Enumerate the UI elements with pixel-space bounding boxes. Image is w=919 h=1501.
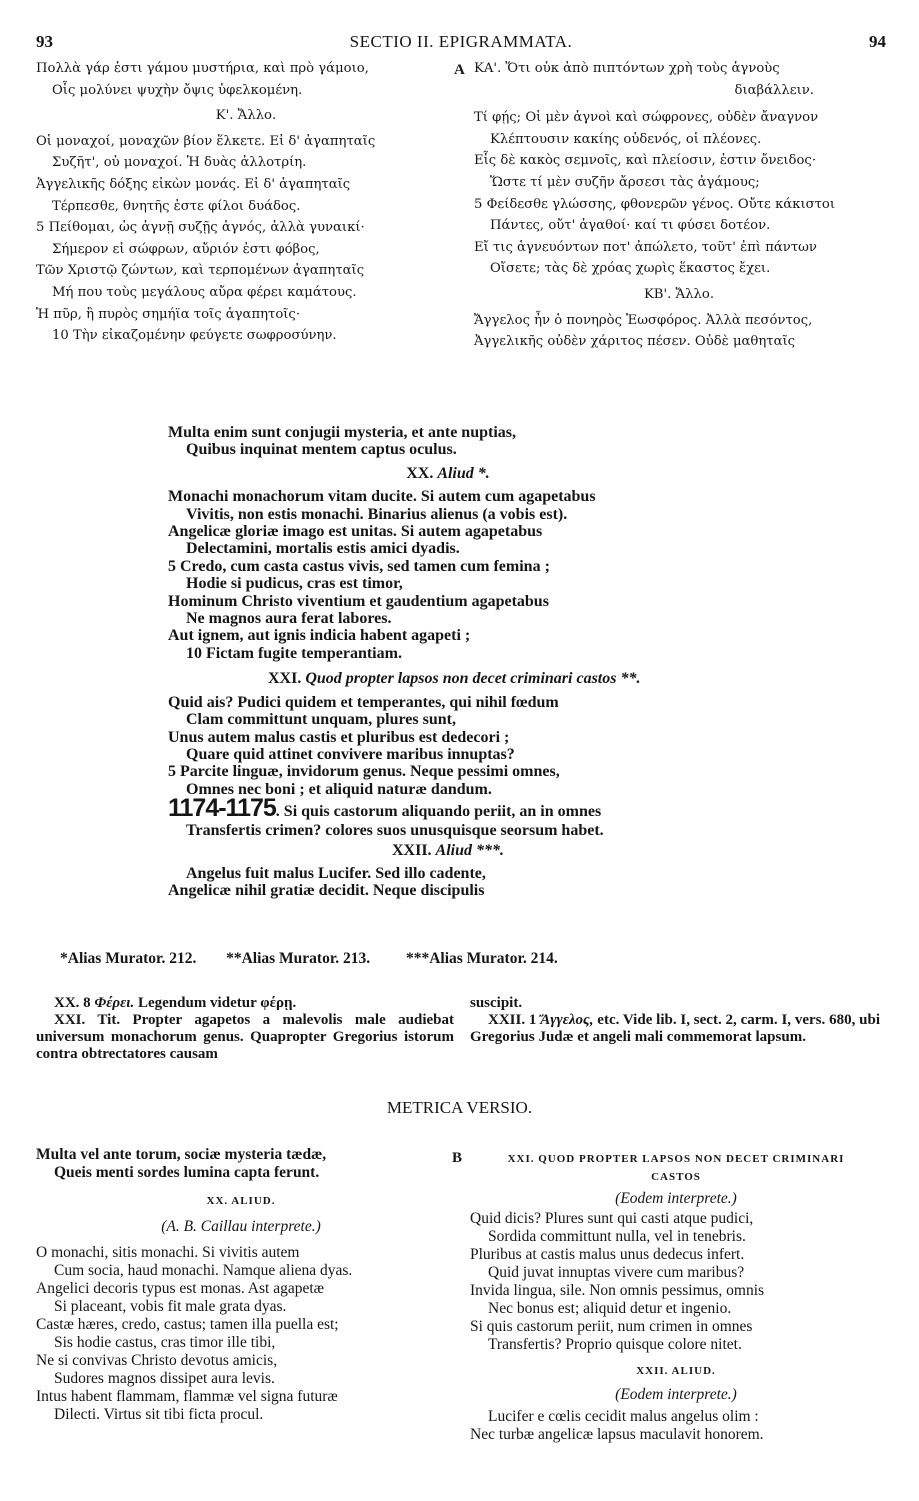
note-label: XX. 8 [54, 995, 91, 1011]
metrica-interpreter: (Eodem interprete.) [615, 1386, 737, 1403]
footnote-2: **Alias Murator. 213. [226, 950, 371, 967]
metrica-left-column [36, 1146, 446, 1424]
metrica-line: Pluribus at castis malus unus dedecus infert. [470, 1246, 745, 1263]
notes-left [36, 995, 454, 1063]
metrica-line: Nec turbæ angelicæ lapsus maculavit honorem. [470, 1426, 764, 1443]
footnote-3: ***Alias Murator. 214. [405, 950, 558, 967]
greek-verse: Ἀγγελικῆς δόξης εἰκὼν μονάς. Εἰ δ' ἀγαπηταῖς [36, 176, 351, 192]
metrica-line: Intus habent flammam, flammæ vel signa futuræ [36, 1388, 338, 1405]
greek-verse: Κλέπτουσιν κακίης οὐδενός, οἱ πλέονες. [490, 131, 762, 147]
note-label: XXII. 1 [488, 1012, 537, 1028]
note-text: Propter agapetos a malevolis male audiebat universum monachorum genus. Quapropter Gregorius istorum contra obtrectatores causam [36, 1012, 454, 1062]
metrica-interpreter: (Eodem interprete.) [615, 1190, 737, 1207]
metrica-title: METRICA VERSIO. [386, 1098, 533, 1117]
notes-right [470, 995, 880, 1046]
latin-line: Angelicæ nihil gratiæ decidit. Neque discipulis [168, 882, 485, 900]
metrica-line: Cum socia, haud monachi. Namque aliena dyas. [54, 1262, 353, 1279]
latin-heading-xx [168, 465, 878, 482]
metrica-heading-xx: XX. ALIUD. [206, 1195, 276, 1207]
margin-marker-b: B [452, 1150, 463, 1166]
running-header [36, 32, 886, 54]
metrica-line: Sudores magnos dissipet aura levis. [54, 1370, 275, 1387]
latin-line: Hodie si pudicus, cras est timor, [186, 575, 403, 593]
metrica-line: Queis menti sordes lumina capta ferunt. [54, 1164, 320, 1181]
latin-line: Aut ignem, aut ignis indicia habent agapeti ; [168, 627, 471, 645]
greek-verse: 10 Τὴν εἰκαζομένην φεύγετε σωφροσύνην. [52, 328, 337, 344]
greek-verse: Τῶν Χριστῷ ζώντων, καὶ τερπομένων ἀγαπηταῖς [36, 263, 365, 279]
metrica-line: Multa vel ante torum, sociæ mysteria tædæ, [36, 1146, 327, 1163]
metrica-line: Lucifer e cœlis cecidit malus angelus olim : [488, 1408, 759, 1425]
greek-verse: Τέρπεσθε, θνητῆς ἐστε φίλοι δυάδος. [52, 198, 301, 214]
metrica-line: Quid juvat innuptas vivere cum maribus? [488, 1264, 745, 1281]
heading-text: Aliud *. [437, 464, 490, 482]
latin-line: 5 Parcite linguæ, invidorum genus. Neque pessimi omnes, [168, 763, 560, 781]
metrica-line: Castæ hæres, credo, castus; tamen illa puella est; [36, 1316, 339, 1333]
metrica-line: Angelici decoris typus est monas. Ast agapetæ [36, 1280, 324, 1297]
latin-line: 5 Credo, cum casta castus vivis, sed tamen cum femina ; [168, 557, 550, 575]
latin-line: Clam committunt unquam, plures sunt, [186, 711, 456, 729]
metrica-heading-xxi-cont: CASTOS [651, 1171, 701, 1183]
greek-verse: Τί φῄς; Οἱ μὲν ἁγνοὶ καὶ σώφρονες, οὐδὲν ἄναγνον [474, 110, 819, 126]
greek-verse: Εἷς δὲ κακὸς σεμνοῖς, καὶ πλείοσιν, ἐστιν ὄνειδος· [474, 153, 817, 169]
latin-line: Transfertis crimen? colores suos unusquisque seorsum habet. [186, 822, 604, 840]
metrica-line: Nec bonus est; aliquid detur et ingenio. [488, 1300, 732, 1317]
greek-heading-ka-cont: διαβάλλειν. [734, 82, 814, 98]
latin-line: Quid ais? Pudici quidem et temperantes, qui nihil fœdum [168, 693, 559, 711]
latin-translation [168, 424, 878, 900]
greek-left-column [36, 58, 456, 347]
section-title: SECTIO II. EPIGRAMMATA. [349, 32, 573, 51]
metrica-line: Si quis castorum periit, num crimen in omnes [470, 1318, 753, 1335]
latin-line: Monachi monachorum vitam ducite. Si autem cum agapetabus [168, 488, 596, 506]
latin-line: Quibus inquinat mentem captus oculus. [186, 441, 457, 459]
greek-verse: Συζῆτ', οὐ μοναχοί. Ἡ δυὰς ἀλλοτρίη. [52, 155, 307, 171]
note-xxi-cont: suscipit. [470, 995, 523, 1011]
metrica-interpreter: (A. B. Caillau interprete.) [161, 1218, 321, 1235]
margin-marker-a: A [454, 62, 465, 78]
metrica-heading-xxi: XXI. QUOD PROPTER LAPSOS NON DECET CRIMINARI [507, 1153, 845, 1165]
latin-heading-xxi [168, 670, 878, 687]
note-text: etc. Vide lib. I, sect. 2, carm. I, vers. 680, ubi Gregorius Judæ et angeli mali commemorat lapsum. [470, 1012, 881, 1045]
note-tit: Tit. [97, 1012, 121, 1028]
footnote-1: *Alias Murator. 212. [60, 950, 197, 967]
greek-verse: Οἴσετε; τὰς δὲ χρόας χωρὶς ἕκαστος ἔχει. [490, 261, 771, 277]
greek-verse: Ἄγγελος ἦν ὁ πονηρὸς Ἑωσφόρος. Ἀλλὰ πεσόντος, [474, 312, 813, 328]
heading-number: XXI. [268, 670, 302, 688]
greek-heading-kb: ΚΒ'. Ἄλλο. [643, 286, 715, 302]
note-greek: Ἄγγελος, [540, 1012, 594, 1028]
metrica-line: Transfertis? Proprio quisque colore nitet. [488, 1336, 742, 1353]
latin-line: Angelicæ gloriæ imago est unitas. Si autem agapetabus [168, 523, 543, 541]
page-number-left: 93 [36, 32, 53, 51]
latin-line-text: . Si quis castorum aliquando periit, an in omnes [275, 803, 602, 821]
note-greek: Φέρει. [94, 995, 135, 1011]
metrica-line: Ne si convivas Christo devotus amicis, [36, 1352, 278, 1369]
latin-heading-xxii [168, 842, 878, 859]
heading-number: XX. [406, 464, 434, 482]
metrica-line: Si placeant, vobis fit male grata dyas. [54, 1298, 287, 1315]
greek-verse: 5 Πείθομαι, ὡς ἁγνῇ συζῇς ἁγνός, ἀλλὰ γυναικί· [36, 220, 365, 236]
greek-verse: 5 Φείδεσθε γλώσσης, φθονερῶν γένος. Οὔτε κάκιστοι [474, 196, 836, 212]
latin-line: Hominum Christo viventium et gaudentium agapetabus [168, 592, 549, 610]
latin-line: 10 Fictam fugite temperantiam. [186, 644, 402, 662]
heading-number: XXII. [391, 841, 432, 859]
metrica-heading-xxii: XXII. ALIUD. [636, 1365, 716, 1377]
latin-line: Unus autem malus castis et pluribus est dedecori ; [168, 728, 510, 746]
note-xxii [470, 1012, 880, 1046]
page-number-right: 94 [869, 32, 886, 51]
metrica-right-column [470, 1150, 882, 1444]
greek-verse: Οἱ μοναχοί, μοναχῶν βίον ἕλκετε. Εἰ δ' ἀγαπηταῖς [36, 133, 376, 149]
greek-verse: Εἴ τις ἁγνευόντων ποτ' ἀπώλετο, τοῦτ' ἐπὶ πάντων [474, 239, 817, 255]
note-text: Legendum videtur φέρῃ. [137, 995, 297, 1011]
latin-line: Quare quid attinet convivere maribus innuptas? [186, 745, 515, 763]
column-number: 1174-1175 [168, 794, 276, 823]
latin-line: Ne magnos aura ferat labores. [186, 610, 392, 628]
greek-line: Οἷς μολύνει ψυχὴν ὄψις ὑφελκομένη. [52, 82, 303, 98]
heading-text: Quod propter lapsos non decet criminari castos **. [305, 670, 641, 688]
heading-text: Aliud ***. [435, 841, 505, 859]
metrica-line: Sis hodie castus, cras timor ille tibi, [54, 1334, 276, 1351]
metrica-line: Dilecti. Virtus sit tibi ficta procul. [54, 1406, 264, 1423]
greek-verse: Μή που τοὺς μεγάλους αὔρα φέρει καμάτους. [52, 284, 357, 300]
greek-verse: Πάντες, οὔτ' ἀγαθοί· καί τι φύσει δοτέον. [490, 218, 771, 234]
greek-line: Πολλὰ γάρ ἐστι γάμου μυστήρια, καὶ πρὸ γάμοιο, [36, 61, 369, 76]
greek-right-column [474, 58, 884, 353]
greek-verse: Ἡ πῦρ, ἢ πυρὸς σημήϊα τοῖς ἀγαπητοῖς· [36, 306, 301, 322]
greek-verse: Σήμερον εἰ σώφρων, αὔριόν ἐστι φόβος, [52, 241, 320, 257]
latin-line: Omnes nec boni ; et aliquid naturæ dandum. [186, 780, 492, 798]
footnote-references [60, 950, 860, 967]
greek-heading-ka: ΚΑ'. Ὅτι οὐκ ἀπὸ πιπτόντων χρὴ τοὺς ἁγνοὺς [474, 61, 780, 76]
latin-line-with-column-number [168, 794, 878, 823]
latin-line: Multa enim sunt conjugii mysteria, et ante nuptias, [168, 424, 516, 441]
greek-verse: Ὥστε τί μὲν συζῆν ἄρσεσι τὰς ἀγάμους; [490, 174, 760, 190]
note-xxi [36, 1012, 454, 1063]
metrica-line: Invida lingua, sile. Non omnis pessimus, omnis [470, 1282, 765, 1299]
greek-heading-k: Κ'. Ἄλλο. [215, 108, 277, 124]
latin-line: Angelus fuit malus Lucifer. Sed illo cadente, [186, 864, 486, 882]
metrica-line: Quid dicis? Plures sunt qui casti atque pudici, [470, 1210, 754, 1227]
note-label: XXI. [54, 1012, 86, 1028]
latin-line: Delectamini, mortalis estis amici dyadis. [186, 540, 460, 558]
greek-verse: Ἀγγελικῆς οὐδὲν χάριτος πέσεν. Οὐδὲ μαθηταῖς [474, 334, 796, 350]
metrica-line: O monachi, sitis monachi. Si vivitis autem [36, 1244, 300, 1261]
latin-line: Vivitis, non estis monachi. Binarius alienus (a vobis est). [186, 505, 568, 523]
metrica-line: Sordida committunt nulla, vel in tenebris. [488, 1228, 746, 1245]
note-xx [36, 995, 454, 1012]
